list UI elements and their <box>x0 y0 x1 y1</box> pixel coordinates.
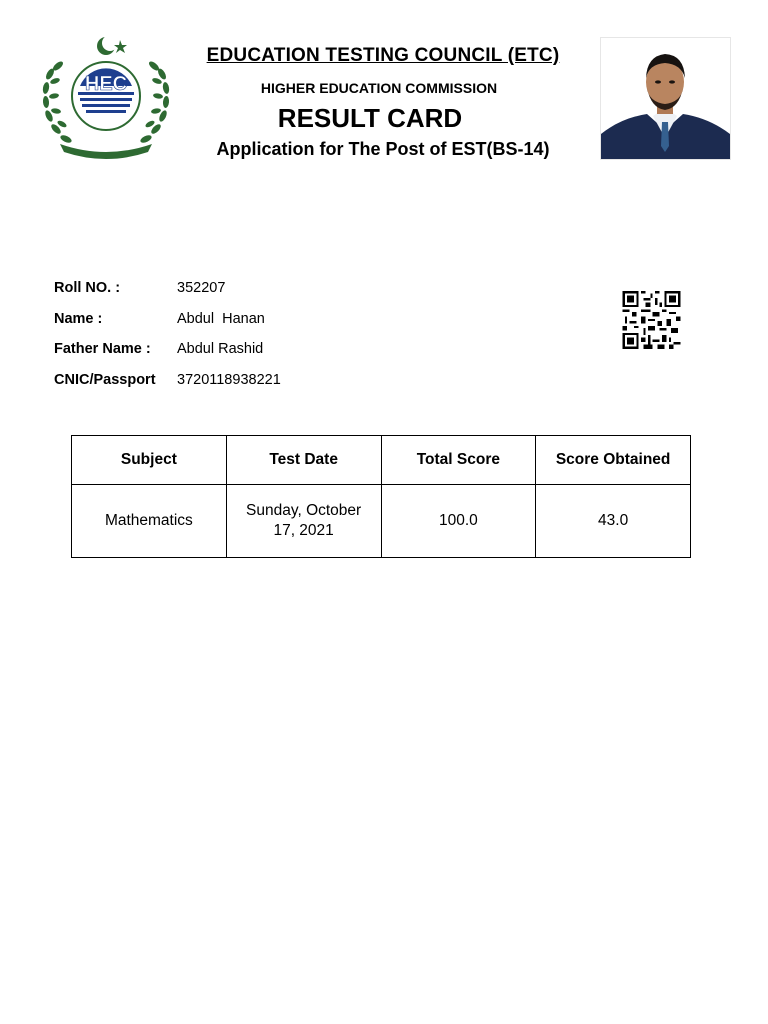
commission-name: HIGHER EDUCATION COMMISSION <box>260 80 498 96</box>
cnic-value: 3720118938221 <box>177 371 281 388</box>
cell-total-score: 100.0 <box>381 485 536 558</box>
header-score-obtained: Score Obtained <box>536 436 691 485</box>
name-row <box>54 311 281 342</box>
candidate-photo <box>600 37 731 160</box>
cell-test-date: Sunday, October 17, 2021 <box>226 485 381 558</box>
name-value: Abdul Hanan <box>177 310 265 327</box>
cell-subject: Mathematics <box>72 485 227 558</box>
father-name-row <box>54 341 281 372</box>
cnic-label: CNIC/Passport <box>54 371 156 388</box>
father-name-label: Father Name : <box>54 341 151 357</box>
result-card-title: RESULT CARD <box>277 103 463 133</box>
qr-code <box>621 291 682 349</box>
results-table <box>71 435 691 558</box>
application-post: Application for The Post of EST(BS-14) <box>216 139 550 159</box>
results-header-row <box>72 436 691 485</box>
cell-score-obtained: 43.0 <box>536 485 691 558</box>
org-title: EDUCATION TESTING COUNCIL (ETC) <box>206 45 560 66</box>
header-subject: Subject <box>72 436 227 485</box>
table-row <box>72 485 691 558</box>
roll-number-value: 352207 <box>177 280 226 296</box>
roll-number-label: Roll NO. : <box>54 280 121 296</box>
candidate-info <box>54 280 281 402</box>
header-total-score: Total Score <box>381 436 536 485</box>
cnic-row <box>54 372 281 403</box>
name-label: Name : <box>54 310 103 327</box>
roll-number-row <box>54 280 281 311</box>
hec-logo-text: HEC <box>84 73 128 95</box>
header-test-date: Test Date <box>226 436 381 485</box>
father-name-value: Abdul Rashid <box>177 341 264 357</box>
hec-crest-logo <box>36 34 176 162</box>
